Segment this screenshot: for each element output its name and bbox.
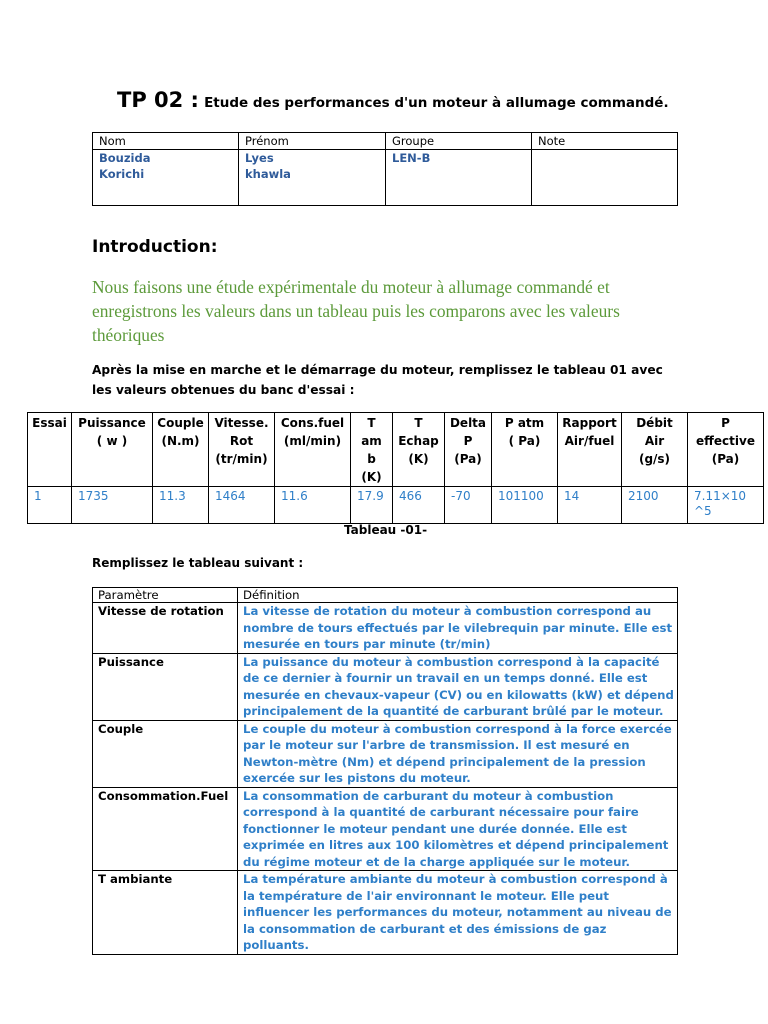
table-caption: Tableau -01- bbox=[344, 523, 428, 537]
essai-table bbox=[27, 412, 764, 524]
prenom-2: khawla bbox=[245, 167, 291, 181]
cell-cons-fuel: 11.6 bbox=[275, 487, 351, 524]
students-table-header bbox=[93, 133, 678, 150]
def-puissance: La puissance du moteur à combustion correspond à la capacité de ce dernier à fournir un travail en un temps donné. Elle est mesurée en chevaux-vapeur (CV) ou en kilowatts (kW) et dépend principalement de la quantité de carburant brûlé par le moteur. bbox=[238, 653, 678, 720]
param-t-ambiante: T ambiante bbox=[93, 871, 238, 955]
cell-t-amb: 17.9 bbox=[351, 487, 393, 524]
cell-debit-air: 2100 bbox=[622, 487, 688, 524]
def-consommation: La consommation de carburant du moteur à combustion correspond à la quantité de carburant nécessaire pour faire fonctionner le moteur pendant une durée donnée. Elle est exprimée en litres aux 100 kilomètres et dépend principalement du régime moteur et de la charge appliquée sur le moteur. bbox=[238, 787, 678, 871]
header-vitesse-rot-line: Rot bbox=[229, 434, 254, 448]
header-t-echap bbox=[393, 413, 445, 487]
param-vitesse: Vitesse de rotation bbox=[93, 603, 238, 654]
header-debit-air-line: Débit bbox=[636, 416, 673, 430]
header-p-atm-line: P atm bbox=[504, 416, 545, 430]
header-nom: Nom bbox=[93, 133, 239, 150]
header-groupe: Groupe bbox=[386, 133, 532, 150]
introduction-heading: Introduction: bbox=[92, 237, 218, 257]
header-essai-line: Essai bbox=[32, 416, 67, 430]
header-couple bbox=[153, 413, 209, 487]
p-effective-exponent: ^5 bbox=[694, 504, 712, 518]
page-title bbox=[117, 88, 669, 112]
header-p-atm-line: ( Pa) bbox=[508, 434, 541, 448]
header-definition: Définition bbox=[238, 588, 678, 603]
definition-row bbox=[93, 603, 678, 654]
header-debit-air-line: Air bbox=[644, 434, 665, 448]
param-puissance: Puissance bbox=[93, 653, 238, 720]
header-rapport-air-fuel-line: Air/fuel bbox=[564, 434, 615, 448]
definition-row bbox=[93, 871, 678, 955]
cell-note bbox=[532, 150, 678, 206]
header-delta-p-line: Delta bbox=[449, 416, 487, 430]
header-puissance-line: Puissance bbox=[78, 416, 146, 430]
header-essai bbox=[28, 413, 72, 487]
nom-1: Bouzida bbox=[99, 151, 151, 165]
header-p-effective-line: P bbox=[721, 416, 730, 430]
header-cons-fuel bbox=[275, 413, 351, 487]
cell-p-atm: 101100 bbox=[492, 487, 558, 524]
header-cons-fuel-line: Cons.fuel bbox=[280, 416, 345, 430]
def-vitesse: La vitesse de rotation du moteur à combustion correspond au nombre de tours effectués par le vilebrequin par minute. Elle est mesurée en tours par minute (tr/min) bbox=[238, 603, 678, 654]
cell-rapport: 14 bbox=[558, 487, 622, 524]
students-table bbox=[92, 132, 678, 206]
header-t-amb-line: (K) bbox=[361, 470, 382, 484]
header-vitesse-rot-line: Vitesse. bbox=[214, 416, 269, 430]
instruction-text: Après la mise en marche et le démarrage du moteur, remplissez le tableau 01 avec les valeurs obtenues du banc d'essai : bbox=[92, 363, 663, 397]
cell-p-effective bbox=[688, 487, 764, 524]
param-consommation: Consommation.Fuel bbox=[93, 787, 238, 871]
p-effective-mantissa: 7.11×10 bbox=[694, 489, 747, 503]
header-puissance-line: ( w ) bbox=[96, 434, 128, 448]
definition-row bbox=[93, 653, 678, 720]
cell-vitesse: 1464 bbox=[209, 487, 275, 524]
header-vitesse-rot-line: (tr/min) bbox=[215, 452, 268, 466]
nom-2: Korichi bbox=[99, 167, 145, 181]
tp-number: TP 02 : bbox=[117, 88, 199, 112]
header-t-amb-line: b bbox=[367, 452, 376, 466]
header-debit-air-line: (g/s) bbox=[638, 452, 671, 466]
cell-nom bbox=[93, 150, 239, 206]
header-t-echap-line: T bbox=[414, 416, 423, 430]
essai-table-row bbox=[28, 487, 764, 524]
def-couple: Le couple du moteur à combustion correspond à la force exercée par le moteur sur l'arbre de transmission. Il est mesuré en Newton-mètre (Nm) et dépend principalement de la pression exercée sur les pistons du moteur. bbox=[238, 720, 678, 787]
cell-t-echap: 466 bbox=[393, 487, 445, 524]
cell-groupe: LEN-B bbox=[386, 150, 532, 206]
header-delta-p-line: P bbox=[463, 434, 473, 448]
tp-subtitle: Etude des performances d'un moteur à allumage commandé. bbox=[204, 95, 669, 111]
header-delta-p bbox=[445, 413, 492, 487]
definitions-table bbox=[92, 587, 678, 955]
header-t-amb bbox=[351, 413, 393, 487]
cell-puissance: 1735 bbox=[72, 487, 153, 524]
header-rapport-air-fuel bbox=[558, 413, 622, 487]
header-p-atm bbox=[492, 413, 558, 487]
cell-couple: 11.3 bbox=[153, 487, 209, 524]
header-p-effective bbox=[688, 413, 764, 487]
students-table-row bbox=[93, 150, 678, 206]
header-vitesse-rot bbox=[209, 413, 275, 487]
fill-instruction: Remplissez le tableau suivant : bbox=[92, 556, 304, 570]
header-delta-p-line: (Pa) bbox=[454, 452, 482, 466]
definition-row bbox=[93, 787, 678, 871]
header-puissance bbox=[72, 413, 153, 487]
param-couple: Couple bbox=[93, 720, 238, 787]
cell-delta-p: -70 bbox=[445, 487, 492, 524]
header-t-echap-line: Echap bbox=[398, 434, 439, 448]
header-parametre: Paramètre bbox=[93, 588, 238, 603]
definitions-table-header bbox=[93, 588, 678, 603]
header-p-effective-line: effective bbox=[696, 434, 755, 448]
introduction-text: Nous faisons une étude expérimentale du moteur à allumage commandé et enregistrons les valeurs dans un tableau puis les comparons avec les valeurs théoriques bbox=[92, 277, 620, 345]
cell-essai: 1 bbox=[28, 487, 72, 524]
header-t-amb-line: am bbox=[361, 434, 382, 448]
header-couple-line: Couple bbox=[157, 416, 204, 430]
header-cons-fuel-line: (ml/min) bbox=[283, 434, 342, 448]
cell-prenom bbox=[239, 150, 386, 206]
header-t-amb-line: T bbox=[367, 416, 376, 430]
header-t-echap-line: (K) bbox=[408, 452, 429, 466]
header-p-effective-line: (Pa) bbox=[711, 452, 740, 466]
prenom-1: Lyes bbox=[245, 151, 274, 165]
header-rapport-air-fuel-line: Rapport bbox=[562, 416, 617, 430]
definition-row bbox=[93, 720, 678, 787]
header-couple-line: (N.m) bbox=[161, 434, 200, 448]
header-prenom: Prénom bbox=[239, 133, 386, 150]
def-t-ambiante: La température ambiante du moteur à combustion correspond à la température de l'air environnant le moteur. Elle peut influencer les performances du moteur, notamment au niveau de la consommation de carburant et des émissions de gaz polluants. bbox=[238, 871, 678, 955]
essai-table-header bbox=[28, 413, 764, 487]
header-debit-air bbox=[622, 413, 688, 487]
header-note: Note bbox=[532, 133, 678, 150]
